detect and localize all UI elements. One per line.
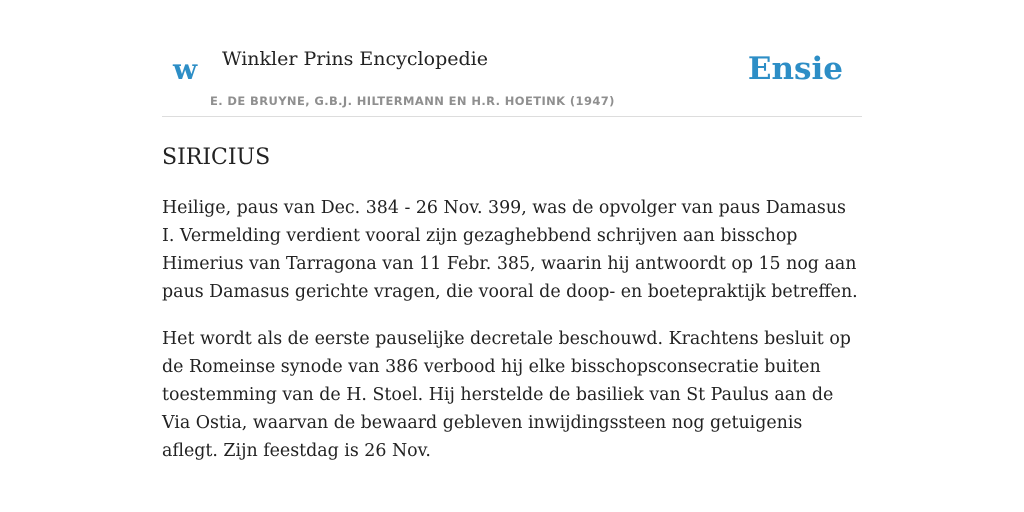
entry-paragraph: Het wordt als de eerste pauselijke decretale beschouwd. Krachtens besluit op de Romeinse synode van 386 verbood hij elke bisschopsconsecratie buiten toestemming van de H. Stoel. Hij herstelde de basiliek van St Paulus aan de Via Ostia, waarvan de bewaard gebleven inwijdingssteen nog getuigenis aflegt. Zijn feestdag is 26 Nov. xyxy=(162,329,851,461)
entry-body xyxy=(162,194,862,465)
source-authors: E. DE BRUYNE, G.B.J. HILTERMANN EN H.R. HOETINK (1947) xyxy=(210,94,615,108)
article-page xyxy=(162,0,862,465)
entry-paragraph: Heilige, paus van Dec. 384 - 26 Nov. 399, was de opvolger van paus Damasus I. Vermelding verdient vooral zijn gezaghebbend schrijven aan bisschop Himerius van Tarragona van 11 Febr. 385, waarin hij antwoordt op 15 nog aan paus Damasus gerichte vragen, die vooral de doop- en boetepraktijk betreffen. xyxy=(162,198,858,302)
entry-title: SIRICIUS xyxy=(162,145,271,170)
source-title[interactable]: Winkler Prins Encyclopedie xyxy=(222,48,488,70)
ensie-logo[interactable]: Ensie xyxy=(747,51,843,87)
winkler-prins-logo[interactable]: w xyxy=(173,53,198,86)
source-header xyxy=(162,0,862,117)
